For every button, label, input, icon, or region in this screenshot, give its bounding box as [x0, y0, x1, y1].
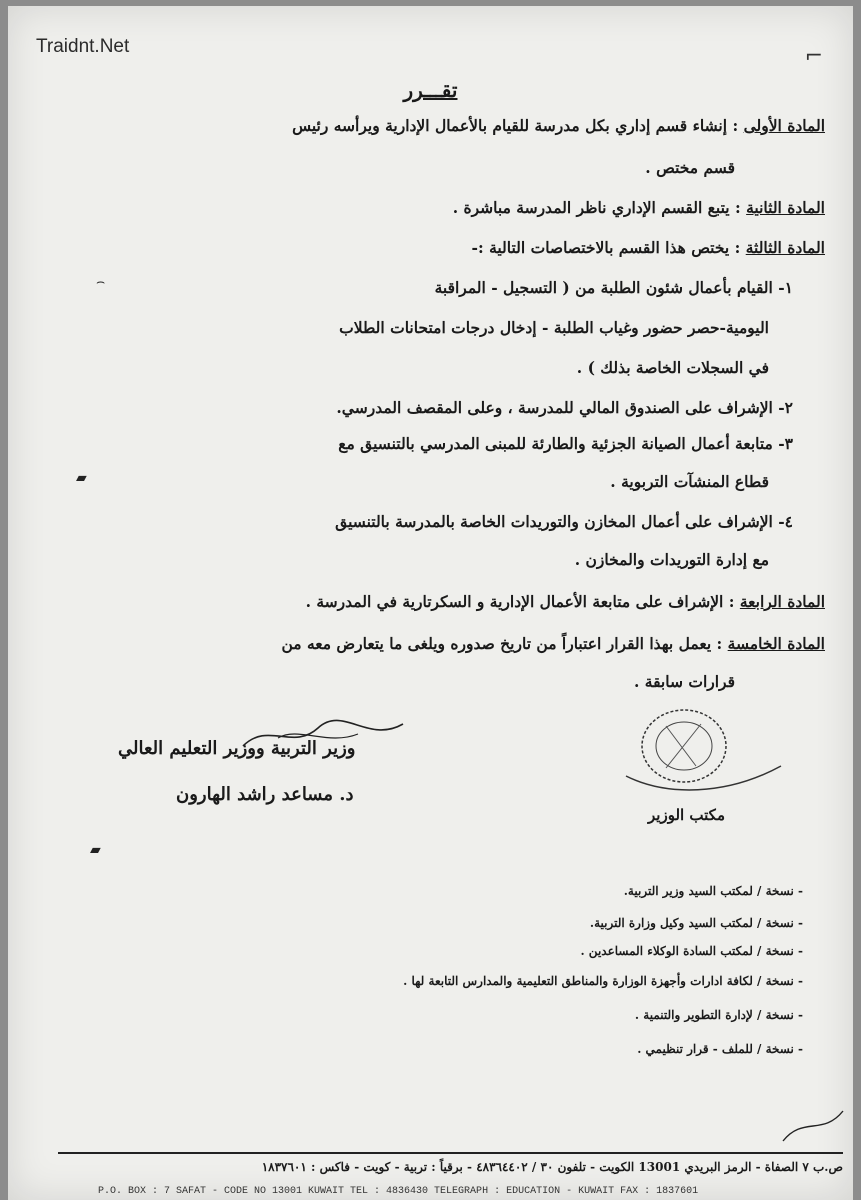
article-1: [292, 116, 825, 135]
item-3-line-2: قطاع المنشآت التربوية .: [610, 472, 769, 491]
article-text: : الإشراف على متابعة الأعمال الإدارية و السكرتارية في المدرسة .: [305, 592, 735, 611]
article-3: [472, 238, 825, 257]
item-1-line-1: ١- القيام بأعمال شئون الطلبة من ( التسجيل - المراقبة: [434, 278, 793, 297]
minister-title: وزير التربية ووزير التعليم العالي: [118, 738, 356, 759]
article-text: : يعمل بهذا القرار اعتباراً من تاريخ صدوره ويلغى ما يتعارض معه من: [281, 634, 723, 653]
item-4-line-1: ٤- الإشراف على أعمال المخازن والتوريدات الخاصة بالمدرسة بالتنسيق: [335, 512, 793, 531]
decree-title: تقـــرر: [403, 78, 458, 102]
article-1-cont: قسم مختص .: [645, 158, 735, 177]
ink-speck: ⌢: [96, 274, 106, 290]
item-1-line-2: اليومية-حصر حضور وغياب الطلبة - إدخال درجات امتحانات الطلاب: [339, 318, 769, 337]
copy-item: - نسخة / لإدارة التطوير والتنمية .: [634, 1008, 803, 1022]
signature-scribble: [238, 716, 408, 756]
ink-speck: ▰: [90, 842, 101, 858]
item-1-line-3: في السجلات الخاصة بذلك ) .: [576, 358, 769, 377]
footer-scribble: [778, 1106, 848, 1146]
item-2-line-1: ٢- الإشراف على الصندوق المالي للمدرسة ، وعلى المقصف المدرسي.: [336, 398, 793, 417]
article-2: [453, 198, 825, 217]
article-label: المادة الخامسة: [727, 634, 825, 653]
copy-item: - نسخة / لمكتب السادة الوكلاء المساعدين .: [580, 944, 803, 958]
footer-english: P.O. BOX : 7 SAFAT - CODE NO 13001 KUWAIT TEL : 4836430 TELEGRAPH : EDUCATION - KUWAIT FAX : 1837601: [98, 1186, 699, 1197]
stamp-label: مكتب الوزير: [648, 806, 725, 824]
article-5: [281, 634, 825, 653]
watermark: Traidnt.Net: [36, 36, 130, 57]
article-label: المادة الثانية: [746, 198, 825, 217]
article-text: : يتبع القسم الإداري ناظر المدرسة مباشرة .: [452, 198, 741, 217]
item-3-line-1: ٣- متابعة أعمال الصيانة الجزئية والطارئة للمبنى المدرسي بالتنسيق مع: [338, 434, 793, 453]
article-text: : يختص هذا القسم بالاختصاصات التالية :-: [471, 238, 741, 257]
ink-speck: ▰: [76, 470, 87, 486]
article-5-cont: قرارات سابقة .: [633, 672, 735, 691]
article-text: : إنشاء قسم إداري بكل مدرسة للقيام بالأعمال الإدارية ويرأسه رئيس: [292, 116, 739, 135]
item-4-line-2: مع إدارة التوريدات والمخازن .: [574, 550, 769, 569]
article-4: [306, 592, 825, 611]
article-label: المادة الثالثة: [745, 238, 825, 257]
copy-item: - نسخة / لمكتب السيد وكيل وزارة التربية.: [589, 916, 803, 930]
footer-rule: [58, 1152, 843, 1154]
footer-arabic: ص.ب ٧ الصفاة - الرمز البريدي 13001 الكويت - تلفون ٣٠ / ٤٨٣٦٤٤٠٢ - برقياً : تربية - كويت - فاكس : ١٨٣٧٦٠١: [261, 1160, 843, 1174]
copy-item: - نسخة / لمكتب السيد وزير التربية.: [623, 884, 803, 898]
copy-item: - نسخة / للملف - قرار تنظيمي .: [637, 1042, 803, 1056]
article-label: المادة الرابعة: [739, 592, 825, 611]
minister-name: د. مساعد راشد الهارون: [176, 784, 354, 805]
document-page: [8, 6, 853, 1200]
copy-item: - نسخة / لكافة ادارات وأجهزة الوزارة والمناطق التعليمية والمدارس التابعة لها .: [403, 974, 803, 988]
article-label: المادة الأولى: [743, 116, 825, 135]
corner-mark: ⌐: [804, 44, 823, 69]
